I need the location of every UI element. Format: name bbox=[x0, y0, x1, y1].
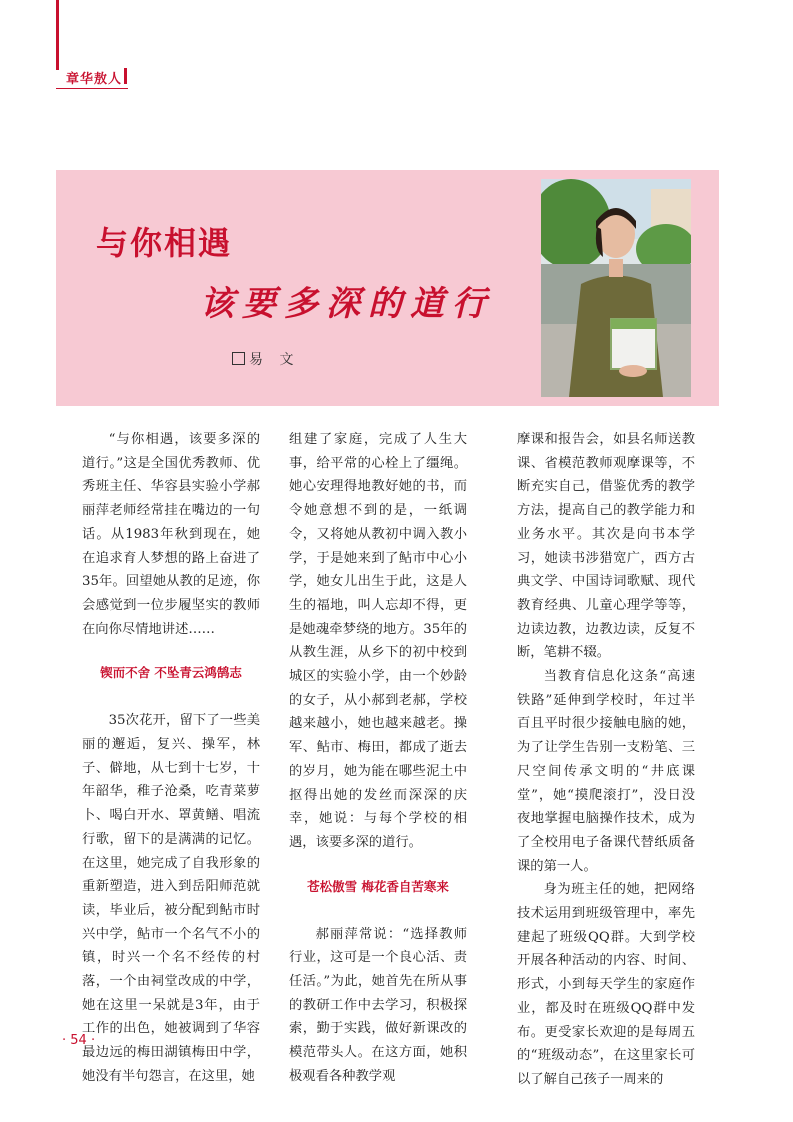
paragraph: 郝丽萍常说：“选择教师行业，这可是一个良心活、责任活。”为此，她首先在所从事的教研工作中去学习，积极探索，勤于实践，做好新课改的模范带头人。在这方面，她积极观看各种教学观 bbox=[289, 926, 467, 1084]
paragraph: “与你相遇，该要多深的道行。”这是全国优秀教师、优秀班主任、华容县实验小学郝丽萍老师经常挂在嘴边的一句话。从1983年秋到现在，她在追求育人梦想的路上奋进了35年。回望她从教的足迹，你会感觉到一位步履坚实的教师在向你尽情地讲述…… bbox=[82, 432, 260, 637]
page-number: · 54 · bbox=[62, 1033, 96, 1048]
author-name: 易 文 bbox=[249, 352, 300, 368]
byline bbox=[232, 349, 299, 369]
text-column-2 bbox=[289, 428, 467, 1089]
header-rule bbox=[56, 0, 59, 70]
section-underline bbox=[56, 88, 128, 89]
text-column-1 bbox=[82, 428, 260, 1089]
paragraph: 当教育信息化这条“高速铁路”延伸到学校时，年过半百且平时很少接触电脑的她，为了让学生告别一支粉笔、三尺空间传承文明的“井底课堂”，她“摸爬滚打”，没日没夜地掌握电脑操作技术，成为了全校用电子备课代替纸质备课的第一人。 bbox=[517, 669, 695, 874]
article-title-line1: 与你相遇 bbox=[96, 224, 233, 262]
paragraph: 组建了家庭，完成了人生大事，给平常的心栓上了缰绳。她心安理得地教好她的书，而令她意想不到的是，一纸调令，又将她从教初中调入教小学，于是她来到了鲇市中心小学，她女儿出生于此，这是人生的福地，叫人忘却不得，更是她魂牵梦绕的地方。35年的从教生涯，从乡下的初中校到城区的实验小学，由一个妙龄的女子，从小郝到老郝，学校越来越小，她也越来越老。操军、鲇市、梅田，都成了逝去的岁月，她为能在哪些泥土中抠得出她的发丝而深深的庆幸，她说：与每个学校的相遇，该要多深的道行。 bbox=[289, 432, 467, 850]
teacher-photo-illustration bbox=[541, 179, 691, 397]
paragraph: 35次花开，留下了一些美丽的邂逅，复兴、操军，林子、僻地，从七到十七岁，十年韶华，稚子沧桑，吃青菜萝卜、喝白开水、罩黄鳝、唱流行歌，留下的是满满的记忆。在这里，她完成了自我形象的重新塑造，进入到岳阳师范就读，毕业后，被分配到鲇市时兴中学，鲇市一个名气不小的镇，时兴一个名不经传的村落，一个由祠堂改成的中学，她在这里一呆就是3年，由于工作的出色，她被调到了华容最边远的梅田湖镇梅田中学，她没有半句怨言，在这里，她 bbox=[82, 713, 260, 1084]
text-column-3 bbox=[517, 428, 695, 1092]
article-title-line2: 该要多深的道行 bbox=[200, 284, 494, 324]
paragraph: 身为班主任的她，把网络技术运用到班级管理中，率先建起了班级QQ群。大到学校开展各种活动的内容、时间、形式，小到每天学生的家庭作业，都及时在班级QQ群中发布。更受家长欢迎的是每周五的“班级动态”，在这里家长可以了解自己孩子一周来的 bbox=[517, 882, 695, 1087]
subheading: 苍松傲雪 梅花香自苦寒来 bbox=[307, 878, 449, 894]
subheading: 锲而不舍 不坠青云鸿鹄志 bbox=[100, 665, 242, 681]
byline-box-icon bbox=[232, 352, 245, 365]
paragraph: 摩课和报告会，如县名师送教课、省模范教师观摩课等，不断充实自己，借鉴优秀的教学方法，提高自己的教学能力和业务水平。其次是向书本学习，她读书涉猎宽广，西方古典文学、中国诗词歌赋、现代教育经典、儿童心理学等等，边读边教，边教边读，反复不断，笔耕不辍。 bbox=[517, 432, 695, 661]
section-label: 章华敖人 bbox=[66, 72, 123, 87]
teacher-photo bbox=[541, 179, 691, 397]
section-marker bbox=[124, 68, 127, 84]
